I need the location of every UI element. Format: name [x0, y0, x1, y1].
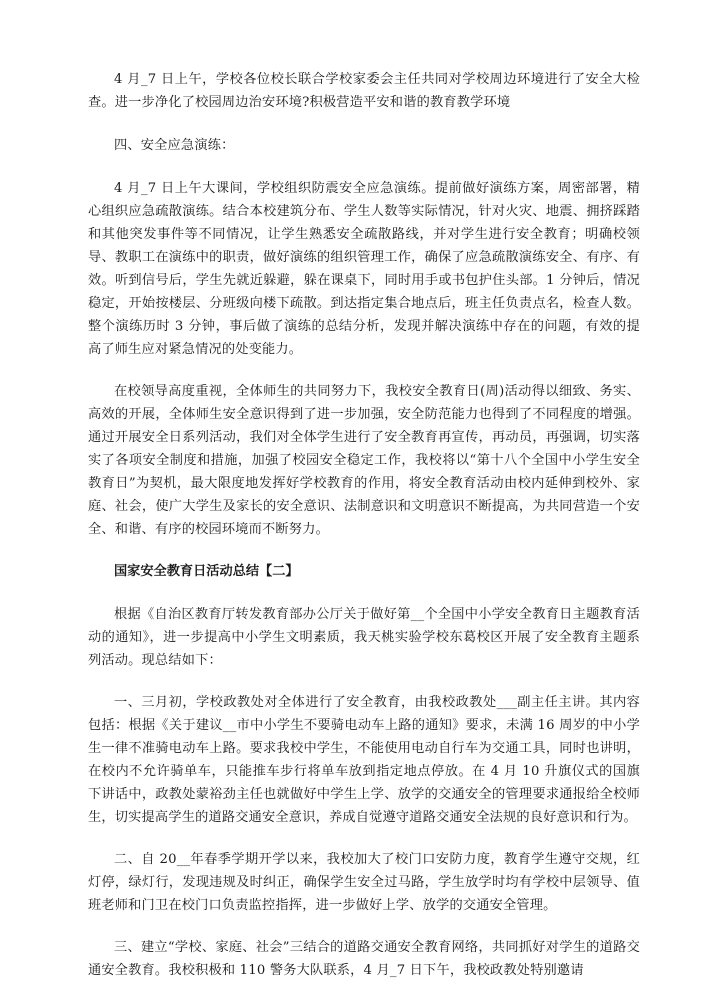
paragraph-item-two: 二、自 20__年春季学期开学以来，我校加大了校门口安防力度，教育学生遵守交规，红灯停，绿灯行，发现违规及时纠正，确保学生安全过马路，学生放学时均有学校中层领导、值班老师和门卫在校门口负责监控指挥，进一步做好上学、放学的交通安全管理。 — [88, 852, 640, 913]
paragraph-campus-inspection: 4 月_7 日上午，学校各位校长联合学校家委会主任共同对学校周边环境进行了安全大检查。进一步净化了校园周边治安环境?积极营造平安和谐的教育教学环境 — [88, 72, 640, 110]
section-heading: 国家安全教育日活动总结【二】 — [114, 564, 299, 579]
paragraph-notice: 根据《自治区教育厅转发教育部办公厅关于做好第__个全国中小学安全教育日主题教育活动的通知》，进一步提高中小学生文明素质，我天桃实验学校东葛校区开展了安全教育主题系列活动。现总结如下： — [88, 607, 640, 668]
section-title-emergency-drill: 四、安全应急演练： — [114, 138, 235, 153]
paragraph-item-one: 一、三月初，学校政教处对全体进行了安全教育，由我校政教处___副主任主讲。其内容包括：根据《关于建议__市中小学生不要骑电动车上路的通知》要求，未满 16 周岁的中小学生一律不准骑电动车上路。要求我校中学生，不能使用电动自行车为交通工具，同时也讲明，在校内不允许骑单车，只能推车步行将单车放到指定地点停放。在 4 月 10 升旗仪式的国旗下讲话中，政教处蒙裕劲主任也就做好中学生上学、放学的交通安全的管理要求通报给全校师生，切实提高学生的道路交通安全意识，养成自觉遵守道路交通安全法规的良好意识和行为。 — [88, 695, 640, 825]
paragraph-item-three: 三、建立“学校、家庭、社会”三结合的道路交通安全教育网络，共同抓好对学生的道路交通安全教育。我校积极和 110 警务大队联系，4 月_7 日下午，我校政教处特别邀请 — [88, 940, 640, 978]
paragraph-summary: 在校领导高度重视，全体师生的共同努力下，我校安全教育日(周)活动得以细致、务实、高效的开展，全体师生安全意识得到了进一步加强，安全防范能力也得到了不同程度的增强。通过开展安全日系列活动，我们对全体学生进行了安全教育再宣传，再动员，再强调，切实落实了各项安全制度和措施，加强了校园安全稳定工作，我校将以“第十八个全国中小学生安全教育日”为契机，最大限度地发挥好学校教育的作用，将安全教育活动由校内延伸到校外、家庭、社会，使广大学生及家长的安全意识、法制意识和文明意识不断提高，为共同营造一个安全、和谐、有序的校园环境而不断努力。 — [88, 384, 640, 537]
paragraph-drill-details: 4 月_7 日上午大课间，学校组织防震安全应急演练。提前做好演练方案，周密部署，精心组织应急疏散演练。结合本校建筑分布、学生人数等实际情况，针对火灾、地震、拥挤踩踏和其他突发事件等不同情况，让学生熟悉安全疏散路线，并对学生进行安全教育；明确校领导、教职工在演练中的职责，做好演练的组织管理工作，确保了应急疏散演练安全、有序、有效。听到信号后，学生先就近躲避，躲在课桌下，同时用手或书包护住头部。1 分钟后，情况稳定，开始按楼层、分班级向楼下疏散。到达指定集合地点后，班主任负责点名，检查人数。整个演练历时 3 分钟，事后做了演练的总结分析，发现并解决演练中存在的问题，有效的提高了师生应对紧急情况的处变能力。 — [88, 181, 640, 357]
document-page — [88, 68, 640, 982]
